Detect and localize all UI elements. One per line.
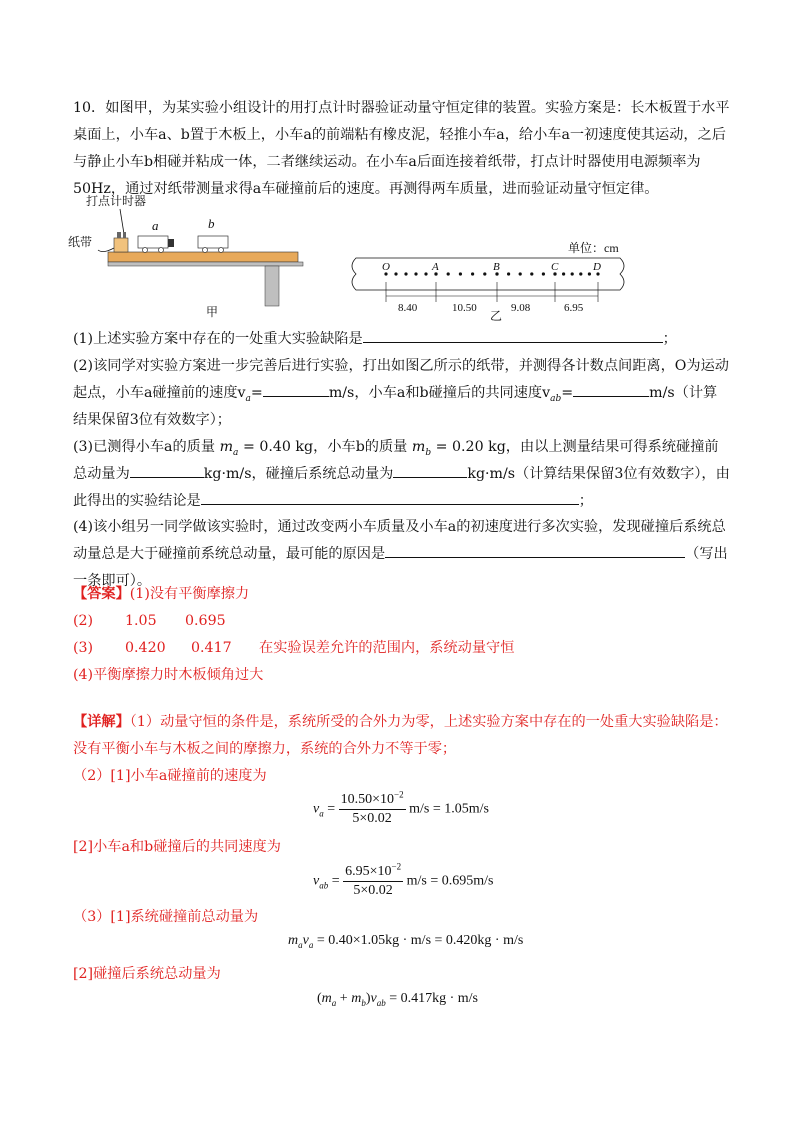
detail-3-1-text: （3）[1]系统碰撞前总动量为 <box>73 909 259 925</box>
figure-tape <box>348 236 636 322</box>
answer-3-conclusion: 在实验误差允许的范围内，系统动量守恒 <box>259 640 515 656</box>
tape-dot <box>447 272 450 275</box>
timer-label: 打点计时器 <box>86 194 147 208</box>
question-3-end: ； <box>578 493 593 509</box>
tape-dot <box>579 272 582 275</box>
distance-BC: 9.08 <box>511 302 531 314</box>
distance-AB: 10.50 <box>452 302 477 314</box>
distance-OA: 8.40 <box>398 302 418 314</box>
answer-blank-1[interactable] <box>363 327 663 343</box>
eq2-denominator: 5×0.02 <box>353 883 393 898</box>
answer-1-text: (1)没有平衡摩擦力 <box>129 586 250 602</box>
answer-blank-p1[interactable] <box>130 462 204 478</box>
answer-2 <box>73 608 731 635</box>
answer-blank-p2[interactable] <box>393 462 467 478</box>
tape-dot <box>414 272 417 275</box>
question-1-end: ； <box>662 331 677 347</box>
detail-2-1-text: （2）[1]小车a碰撞前的速度为 <box>73 768 267 784</box>
distance-CD: 6.95 <box>564 302 584 314</box>
figure-b-caption: 乙 <box>490 309 503 322</box>
answer-blank-conclusion[interactable] <box>201 489 579 505</box>
tape-dot <box>542 272 545 275</box>
eq1-exponent: −2 <box>394 789 404 800</box>
tape-dot <box>562 272 565 275</box>
tape-dot <box>459 272 462 275</box>
cart-a-label: a <box>152 218 159 233</box>
eq2-numerator: 6.95×10 <box>345 864 392 879</box>
unit-label: 单位：cm <box>568 241 619 255</box>
equation-vab: $v_{ab}$ = $\frac{6.95\times 10^{-2}}{5\times 0.02}$ m/s = 0.695m/s <box>313 861 494 898</box>
question-3-text-b: ，小车b的质量 <box>313 439 408 455</box>
answer-blank-vab[interactable] <box>573 381 649 397</box>
question-1 <box>73 326 731 353</box>
detail-tag: 【详解】 <box>73 714 130 730</box>
detail-2-1 <box>73 763 731 790</box>
question-1-text: (1)上述实验方案中存在的一处重大实验缺陷是 <box>73 331 363 347</box>
eq1-numerator: 10.50×10 <box>340 792 395 807</box>
question-3-text-e: kg·m/s（计算结果保留3位有效数字），由此得出的实验结论是 <box>73 466 730 509</box>
tape-dot <box>483 272 486 275</box>
question-2-text-a: (2)该同学对实验方案进一步完善后进行实验，打出如图乙所示的纸带，并测得各计数点间距离，O为运动起点，小车a碰撞前的速度v <box>73 358 729 401</box>
tape-dot <box>530 272 533 275</box>
answer-3-value-2: 0.417 <box>191 640 232 656</box>
equation-va: $v_a$ = $\frac{10.50\times 10^{-2}}{5\times 0.02}$ m/s = 1.05m/s <box>313 789 489 826</box>
answer-blank-4[interactable] <box>385 542 685 558</box>
tape-dot <box>588 272 591 275</box>
detail-2-2-text: [2]小车a和b碰撞后的共同速度为 <box>73 839 281 855</box>
question-4-end: （写出一条即可）。 <box>73 546 728 589</box>
question-2: (2)该同学对实验方案进一步完善后进行实验，打出如图乙所示的纸带，并测得各计数点间距离，O为运动起点，小车a碰撞前的速度$v_a= m/s$，小车a和b碰撞后的共同速度$v_{ab}= m/s$（计算结果保留3位有效数字）； <box>73 358 729 428</box>
answer-1 <box>73 581 731 608</box>
tape-dot <box>571 272 574 275</box>
question-number: 10． <box>73 100 106 116</box>
figure-apparatus <box>68 190 318 320</box>
question-3-text-a: (3)已测得小车a的质量 <box>73 439 216 455</box>
answer-4-text: (4)平衡摩擦力时木板倾角过大 <box>73 667 264 683</box>
eq1-denominator: 5×0.02 <box>352 811 392 826</box>
equation-p2: $(m_a + m_b)v_{ab} = 0.417kg \cdot m/s$ <box>317 991 479 1008</box>
cart-b-label: b <box>208 216 215 231</box>
detail-3-2-text: [2]碰撞后系统总动量为 <box>73 966 221 982</box>
answer-3 <box>73 635 731 662</box>
point-O: O <box>382 261 390 273</box>
equation-p1: $m_av_a = 0.40\times 1.05kg \cdot m/s = 0.420kg \cdot m/s$ <box>288 933 524 950</box>
answer-2-value-2: 0.695 <box>185 613 226 629</box>
answer-3-label: (3) <box>73 640 94 656</box>
mass-b: = 0.20 kg <box>435 439 506 455</box>
question-2-text-b: m/s，小车a和b碰撞后的共同速度v <box>328 385 551 401</box>
answer-2-label: (2) <box>73 613 94 629</box>
question-3-text-d: kg·m/s，碰撞后系统总动量为 <box>203 466 394 482</box>
tape-dot <box>394 272 397 275</box>
answer-3-value-1: 0.420 <box>125 640 166 656</box>
detail-1 <box>73 709 731 763</box>
eq1-result: m/s = 1.05m/s <box>409 801 489 817</box>
tape-dot <box>507 272 510 275</box>
question-intro-text: 如图甲，为某实验小组设计的用打点计时器验证动量守恒定律的装置。实验方案是：长木板置于水平桌面上，小车a、b置于木板上，小车a的前端粘有橡皮泥，轻推小车a，给小车a一初速度使其运动，之后与静止小车b相碰并粘成一体，二者继续运动。在小车a后面连接着纸带，打点计时器使用电源频率为50Hz，通过对纸带测量求得a车碰撞前后的速度。再测得两车质量，进而验证动量守恒定律。 <box>73 100 730 197</box>
detail-3-2 <box>73 961 731 988</box>
question-2-text-c: m/s（计算结果保留3位有效数字）； <box>73 385 718 428</box>
tape-dot <box>519 272 522 275</box>
answer-4 <box>73 662 731 689</box>
point-D: D <box>593 261 601 273</box>
tape-dot <box>424 272 427 275</box>
answer-tag: 【答案】 <box>73 586 130 602</box>
question-3: (3)已测得小车a的质量 $m_a = 0.40$ kg，小车b的质量 $m_b = 0.20$ kg，由以上测量结果可得系统碰撞前总动量为 kg·m/s，碰撞后系统总动量为 kg·m/s（计算结果保留3位有效数字），由此得出的实验结论是 ； <box>73 439 730 509</box>
mass-a: = 0.40 kg <box>242 439 314 455</box>
eq2-result: m/s = 0.695m/s <box>406 873 494 889</box>
answer-blank-va[interactable] <box>263 381 329 397</box>
tape-label: 纸带 <box>68 235 93 249</box>
point-A: A <box>432 261 439 273</box>
point-B: B <box>493 261 500 273</box>
detail-2-2 <box>73 834 731 861</box>
question-3-text-c: ，由以上测量结果可得系统碰撞前总动量为 <box>73 439 719 482</box>
figure-a-caption: 甲 <box>206 305 219 319</box>
eq2-exponent: −2 <box>391 861 402 872</box>
question-4-text: (4)该小组另一同学做该实验时，通过改变两小车质量及小车a的初速度进行多次实验，发现碰撞后系统总动量总是大于碰撞前系统总动量，最可能的原因是 <box>73 519 726 562</box>
detail-3-1 <box>73 904 731 931</box>
eq4-text: = 0.417kg · m/s <box>389 991 479 1006</box>
point-C: C <box>551 261 559 273</box>
tape-dot <box>471 272 474 275</box>
question-intro <box>73 95 731 203</box>
answer-2-value-1: 1.05 <box>125 613 157 629</box>
detail-1-text: （1）动量守恒的条件是，系统所受的合外力为零，上述实验方案中存在的一处重大实验缺陷是：没有平衡小车与木板之间的摩擦力，系统的合外力不等于零； <box>73 714 728 757</box>
eq3-text: = 0.40×1.05kg · m/s = 0.420kg · m/s <box>316 933 524 948</box>
tape-dot <box>404 272 407 275</box>
